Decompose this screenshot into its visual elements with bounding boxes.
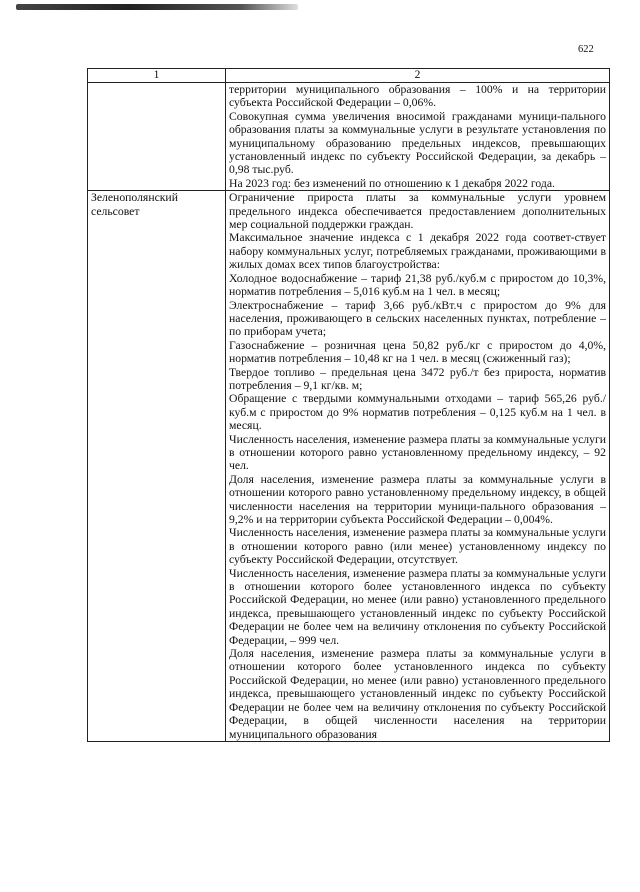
paragraph: Ограничение прироста платы за коммунальные услуги уровнем предельного индекса обеспечивается предоставлением дополнительных мер социальной поддержки граждан. bbox=[229, 191, 606, 232]
table-header-row bbox=[88, 69, 610, 83]
paragraph: На 2023 год: без изменений по отношению к 1 декабря 2022 года. bbox=[229, 176, 555, 190]
page-number: 622 bbox=[578, 44, 594, 55]
paragraph: Холодное водоснабжение – тариф 21,38 руб./куб.м с приростом до 10,3%, норматив потребления – 5,016 куб.м на 1 чел. в месяц; bbox=[229, 271, 606, 299]
municipality-name-cell bbox=[88, 83, 226, 191]
paragraph: Газоснабжение – розничная цена 50,82 руб./кг с приростом до 4,0%, норматив потребления – 10,48 кг на 1 чел. в месяц (сжиженный газ); bbox=[229, 338, 606, 366]
description-cell bbox=[226, 83, 610, 191]
table-row bbox=[88, 83, 610, 191]
description-cell bbox=[226, 191, 610, 742]
paragraph: Совокупная сумма увеличения вносимой гражданами муници-пального образования платы за коммунальные услуги в результате установления по муниципальному образованию предельных индексов, превышающих установленный индекс по субъекту Российской Федерации, за декабрь – 0,98 тыс.руб. bbox=[229, 109, 606, 177]
table-row bbox=[88, 191, 610, 742]
paragraph: Обращение с твердыми коммунальными отходами – тариф 565,26 руб./куб.м с приростом до 9% норматив потребления – 0,125 куб.м на 1 чел. в месяц. bbox=[229, 392, 606, 433]
paragraph: Численность населения, изменение размера платы за коммунальные услуги в отношении которого равно (или менее) установленному индексу по субъекту Российской Федерации, отсутствует. bbox=[229, 526, 606, 567]
paragraph: Численность населения, изменение размера платы за коммунальные услуги в отношении которого равно установленному предельному индексу, – 92 чел. bbox=[229, 432, 606, 473]
paragraph: Численность населения, изменение размера платы за коммунальные услуги в отношении которого более установленного индекса по субъекту Российской Федерации, но менее (или равно) установленного предельного индекса, превышающего установленный индекс по субъекту Российской Федерации не более чем на величину отклонения по субъекту Российской Федерации, – 999 чел. bbox=[229, 566, 606, 647]
paragraph: Доля населения, изменение размера платы за коммунальные услуги в отношении которого равно установленному предельному индексу, в общей численности населения на территории муници-пального образования – 9,2% и на территории субъекта Российской Федерации – 0,004%. bbox=[229, 472, 606, 526]
municipality-name-cell: Зеленополянский сельсовет bbox=[88, 191, 226, 742]
paragraph: Максимальное значение индекса с 1 декабря 2022 года соответ-ствует набору коммунальных услуг, потребляемых гражданами, проживающими в жилых домах всех типов благоустройства: bbox=[229, 231, 606, 272]
paragraph: территории муниципального образования – 100% и на территории субъекта Российской Федерации – 0,06%. bbox=[229, 83, 606, 110]
scan-edge-mark bbox=[16, 4, 298, 10]
column-header-2: 2 bbox=[226, 69, 610, 83]
document-table bbox=[87, 68, 610, 742]
column-header-1: 1 bbox=[88, 69, 226, 83]
paragraph: Твердое топливо – предельная цена 3472 руб./т без прироста, норматив потребления – 9,1 кг/кв. м; bbox=[229, 365, 606, 392]
paragraph: Электроснабжение – тариф 3,66 руб./кВт.ч с приростом до 9% для населения, проживающего в сельских населенных пунктах, потребление – по приборам учета; bbox=[229, 298, 606, 339]
paragraph: Доля населения, изменение размера платы за коммунальные услуги в отношении которого более установленного индекса по субъекту Российской Федерации, но менее (или равно) установленного предельного индекса, превышающего установленный индекс по субъекту Российской Федерации не более чем на величину отклонения по субъекту Российской Федерации, в общей численности населения на территории муниципального образования bbox=[229, 647, 606, 741]
